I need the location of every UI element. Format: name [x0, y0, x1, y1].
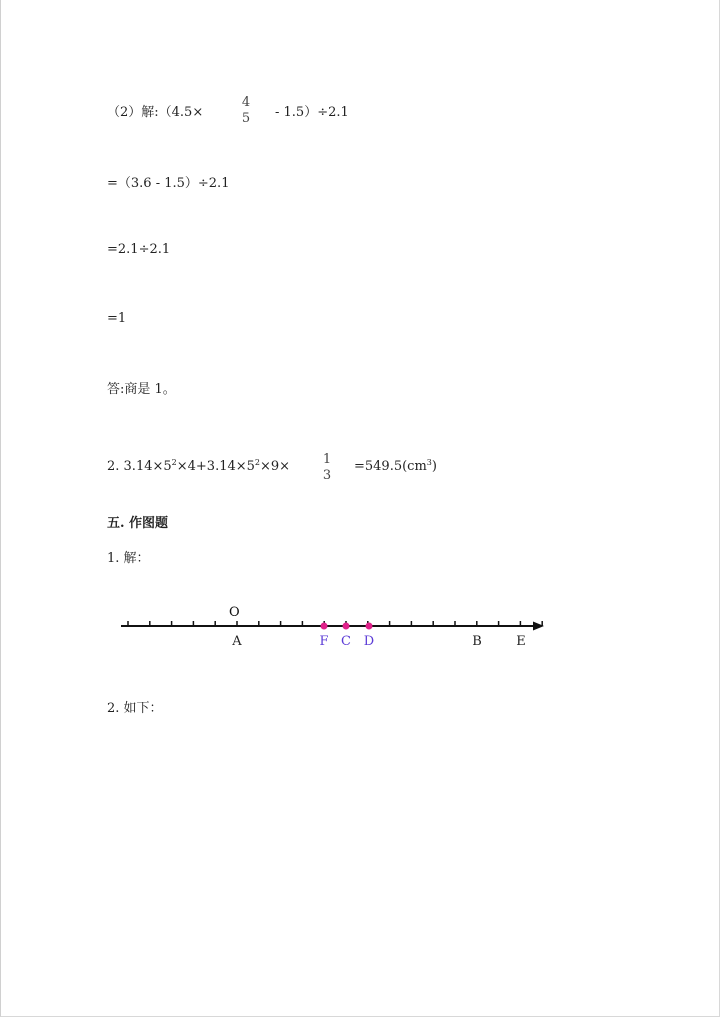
point-dot-c [343, 623, 350, 630]
solution-line-3: =2.1÷2.1 [107, 242, 171, 257]
q2-mid-2: ×9× [260, 459, 291, 474]
q2-sup-3: 3 [426, 458, 432, 467]
point-dot-f [321, 623, 328, 630]
point-dot-d [366, 623, 373, 630]
section-title: 五. 作图题 [107, 516, 169, 531]
q2-suffix: =549.5(cm [354, 459, 427, 474]
fraction-denominator: 5 [241, 111, 251, 126]
fraction-four-fifths [239, 95, 253, 127]
fraction-numerator: 1 [322, 452, 332, 467]
solution-line-2: =（3.6 - 1.5）÷2.1 [107, 176, 230, 191]
item-2-label: 2. 如下： [107, 701, 163, 716]
fraction-one-third [320, 452, 334, 484]
point-label-c: C [341, 634, 351, 649]
solution-line-4: =1 [107, 311, 127, 326]
solution-line-1 [107, 101, 203, 120]
number-line-diagram [0, 595, 720, 675]
fraction-denominator: 3 [322, 468, 332, 483]
q2-expression [107, 458, 290, 474]
q2-close: ) [431, 459, 437, 474]
solution-answer: 答:商是 1。 [107, 382, 176, 397]
point-labels [231, 634, 525, 649]
q2-mid-1: ×4+3.14×5 [176, 459, 255, 474]
point-label-b: B [472, 634, 482, 649]
fraction-numerator: 4 [241, 95, 251, 110]
solution-line-1-prefix: （2）解:（4.5× [107, 105, 204, 120]
point-label-a: A [232, 634, 242, 649]
point-label-e: E [516, 634, 526, 649]
point-label-d: D [363, 634, 375, 649]
q2-result [354, 458, 437, 474]
q2-sup-1: 2 [171, 458, 177, 467]
point-label-f: F [319, 634, 329, 649]
origin-label: O [229, 605, 240, 620]
item-1-label: 1. 解： [107, 551, 150, 566]
solution-line-1-suffix: - 1.5）÷2.1 [275, 105, 349, 120]
q2-prefix: 2. 3.14×5 [107, 459, 172, 474]
q2-sup-2: 2 [254, 458, 261, 467]
